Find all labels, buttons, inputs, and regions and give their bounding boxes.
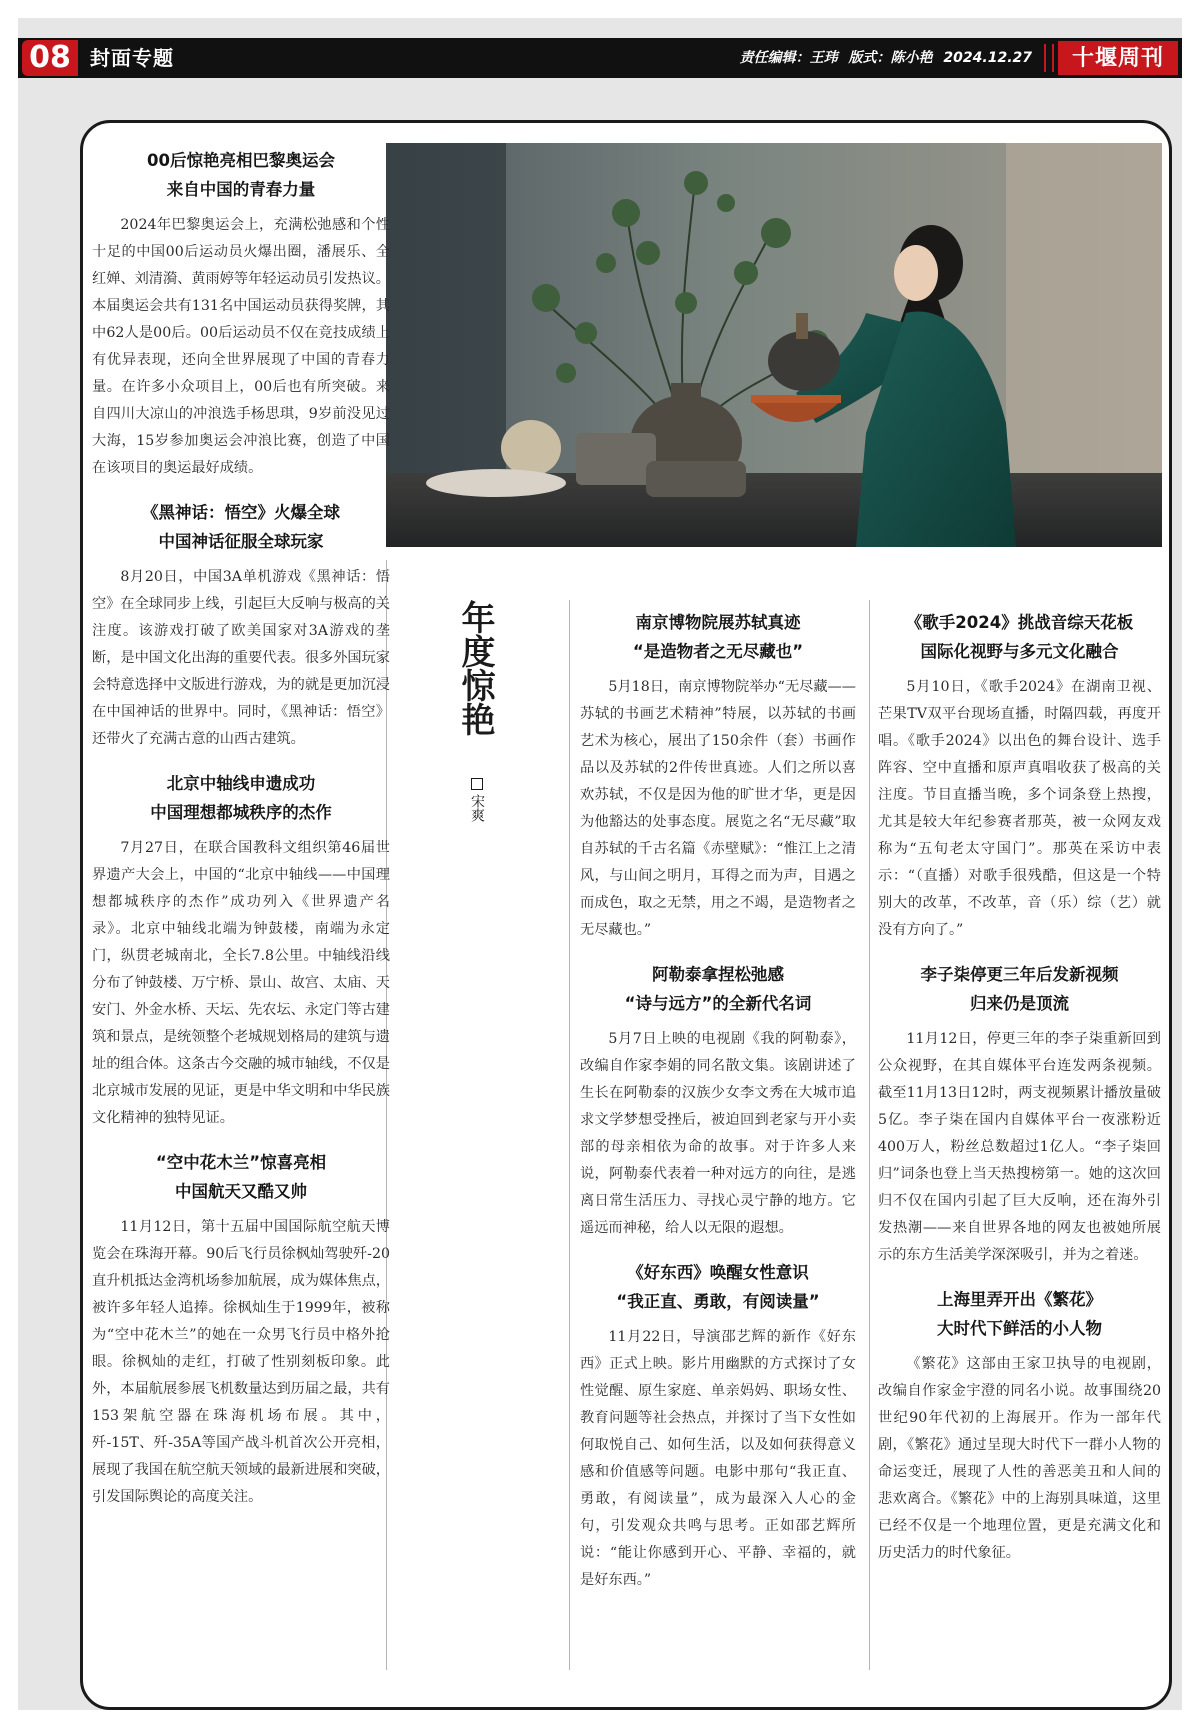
article-title: 阿勒泰拿捏松弛感 xyxy=(652,965,784,984)
article-title: “空中花木兰”惊喜亮相 xyxy=(155,1153,327,1172)
article-body: 《繁花》这部由王家卫执导的电视剧，改编自作家金宇澄的同名小说。故事围绕20世纪90年代初的上海展开。作为一部年代剧，《繁花》通过呈现大时代下一群小人物的命运变迁，展现了人性的善恶美丑和人间的悲欢离合。《繁花》中的上海别具味道，这里已经不仅是一个地理位置，更是充满文化和历史活力的时代象征。 xyxy=(878,1356,1161,1561)
column-divider xyxy=(869,600,870,1670)
article-body: 5月7日上映的电视剧《我的阿勒泰》，改编自作家李娟的同名散文集。该剧讲述了生长在阿勒泰的汉族少女李文秀在大城市追求文学梦想受挫后，被迫回到老家与开小卖部的母亲相依为命的故事。对于许多人来说，阿勒泰代表着一种对远方的向往，是逃离日常生活压力、寻找心灵宁静的地方。它遥远而神秘，给人以无限的遐想。 xyxy=(580,1031,856,1236)
article-title: 《好东西》唤醒女性意识 xyxy=(627,1263,809,1282)
layout-credit: 版式：陈小艳 xyxy=(848,50,933,66)
column-middle xyxy=(580,608,856,1610)
article-subtitle: 大时代下鲜活的小人物 xyxy=(937,1319,1102,1338)
section-title: 封面专题 xyxy=(90,46,174,70)
article-title: 上海里弄开出《繁花》 xyxy=(937,1290,1102,1309)
article-title: 北京中轴线申遗成功 xyxy=(166,774,316,793)
article xyxy=(92,1148,390,1511)
column-right xyxy=(878,608,1161,1583)
byline xyxy=(462,778,486,822)
article-subtitle: 来自中国的青春力量 xyxy=(166,180,316,199)
article xyxy=(580,1258,856,1594)
article-body: 11月12日，第十五届中国国际航空航天博览会在珠海开幕。90后飞行员徐枫灿驾驶歼-20直升机抵达金湾机场参加航展，成为媒体焦点，被许多年轻人追捧。徐枫灿生于1999年，被称为“空中花木兰”的她在一众男飞行员中格外抢眼。徐枫灿的走红，打破了性别刻板印象。此外，本届航展参展飞机数量达到历届之最，共有153架航空器在珠海机场布展。其中，歼-15T、歼-35A等国产战斗机首次公开亮相，展现了我国在航空航天领域的最新进展和突破，引发国际舆论的高度关注。 xyxy=(92,1219,390,1505)
article xyxy=(580,960,856,1242)
article-subtitle: 国际化视野与多元文化融合 xyxy=(920,642,1119,661)
article-title: 李子柒停更三年后发新视频 xyxy=(920,965,1119,984)
article-body: 5月10日，《歌手2024》在湖南卫视、芒果TV双平台现场直播，时隔四载，再度开唱。《歌手2024》以出色的舞台设计、选手阵容、空中直播和原声真唱收获了极高的关注度。节目直播当晚，多个词条登上热搜，尤其是较大年纪参赛者那英，被一众网友戏称为“五旬老太守国门”。那英在采访中表示：“（直播）对歌手很残酷，但这是一个特别大的改革，不改革，音（乐）综（艺）就没有方向了。” xyxy=(878,679,1161,938)
article xyxy=(878,960,1161,1269)
masthead-logo: 十堰周刊 xyxy=(1058,41,1178,75)
feature-title: 年度惊艳 xyxy=(455,600,495,736)
byline-author: 宋爽 xyxy=(469,794,485,822)
page-header xyxy=(18,38,1182,78)
article-subtitle: “诗与远方”的全新代名词 xyxy=(624,994,812,1013)
article xyxy=(878,1285,1161,1567)
article-body: 2024年巴黎奥运会上，充满松弛感和个性十足的中国00后运动员火爆出圈，潘展乐、全红婵、刘清漪、黄雨婷等年轻运动员引发热议。本届奥运会共有131名中国运动员获得奖牌，其中62人是00后。00后运动员不仅在竞技成绩上有优异表现，还向全世界展现了中国的青春力量。在许多小众项目上，00后也有所突破。来自四川大凉山的冲浪选手杨思琪，9岁前没见过大海，15岁参加奥运会冲浪比赛，创造了中国在该项目的奥运最好成绩。 xyxy=(92,217,390,476)
article-title: 《歌手2024》挑战音综天花板 xyxy=(905,613,1134,632)
article-subtitle: 归来仍是顶流 xyxy=(970,994,1069,1013)
article xyxy=(580,608,856,944)
woman-pouring-tea-photo xyxy=(386,143,1162,547)
editor-credit: 责任编辑：王玮 xyxy=(739,50,838,66)
masthead-divider xyxy=(1044,44,1054,72)
article-body: 5月18日，南京博物院举办“无尽藏——苏轼的书画艺术精神”特展，以苏轼的书画艺术为核心，展出了150余件（套）书画作品以及苏轼的2件传世真迹。人们之所以喜欢苏轼，不仅是因为他的旷世才华，更是因为他豁达的处事态度。展览之名“无尽藏”取自苏轼的千古名篇《赤壁赋》：“惟江上之清风，与山间之明月，耳得之而为声，目遇之而成色，取之无禁，用之不竭，是造物者之无尽藏也。” xyxy=(580,679,856,938)
article xyxy=(92,769,390,1132)
article-body: 8月20日，中国3A单机游戏《黑神话：悟空》在全球同步上线，引起巨大反响与极高的关注度。该游戏打破了欧美国家对3A游戏的垄断，是中国文化出海的重要代表。很多外国玩家会特意选择中文版进行游戏，为的就是更加沉浸在中国神话的世界中。同时，《黑神话：悟空》还带火了充满古意的山西古建筑。 xyxy=(92,569,390,747)
article xyxy=(878,608,1161,944)
article-title: 00后惊艳亮相巴黎奥运会 xyxy=(147,151,335,170)
article-subtitle: 中国理想都城秩序的杰作 xyxy=(150,803,332,822)
column-left xyxy=(92,146,390,1527)
article-subtitle: 中国航天又酷又帅 xyxy=(175,1182,307,1201)
issue-date: 2024.12.27 xyxy=(943,50,1032,66)
article-title: 《黑神话：悟空》火爆全球 xyxy=(142,503,340,522)
article-title: 南京博物院展苏轼真迹 xyxy=(635,613,801,632)
article-body: 11月12日，停更三年的李子柒重新回到公众视野，在其自媒体平台连发两条视频。截至11月13日12时，两支视频累计播放量破5亿。李子柒在国内自媒体平台一夜涨粉近400万人，粉丝总数超过1亿人。“李子柒回归”词条也登上当天热搜榜第一。她的这次回归不仅在国内引起了巨大反响，还在海外引发热潮——来自世界各地的网友也被她所展示的东方生活美学深深吸引，并为之着迷。 xyxy=(878,1031,1161,1263)
article xyxy=(92,498,390,753)
article-subtitle: 中国神话征服全球玩家 xyxy=(158,532,324,551)
article-subtitle: “我正直、勇敢，有阅读量” xyxy=(616,1292,820,1311)
page-number: 08 xyxy=(22,40,78,76)
byline-box-icon xyxy=(471,778,483,790)
editor-info xyxy=(734,38,1032,78)
article-body: 7月27日，在联合国教科文组织第46届世界遗产大会上，中国的“北京中轴线——中国理想都城秩序的杰作”成功列入《世界遗产名录》。北京中轴线北端为钟鼓楼，南端为永定门，纵贯老城南北，全长7.8公里。中轴线沿线分布了钟鼓楼、万宁桥、景山、故宫、太庙、天安门、外金水桥、天坛、先农坛、永定门等古建筑和景点，是统领整个老城规划格局的建筑与遗址的组合体。这条古今交融的城市轴线，不仅是北京城市发展的见证，更是中华文明和中华民族文化精神的独特见证。 xyxy=(92,840,390,1126)
article xyxy=(92,146,390,482)
article-body: 11月22日，导演邵艺辉的新作《好东西》正式上映。影片用幽默的方式探讨了女性觉醒、原生家庭、单亲妈妈、职场女性、教育问题等社会热点，并探讨了当下女性如何取悦自己、如何生活，以及如何获得意义感和价值感等问题。电影中那句“我正直、勇敢，有阅读量”，成为最深入人心的金句，引发观众共鸣与思考。正如邵艺辉所说：“能让你感到开心、平静、幸福的，就是好东西。” xyxy=(580,1329,856,1588)
article-subtitle: “是造物者之无尽藏也” xyxy=(632,642,804,661)
column-divider xyxy=(569,600,570,1670)
